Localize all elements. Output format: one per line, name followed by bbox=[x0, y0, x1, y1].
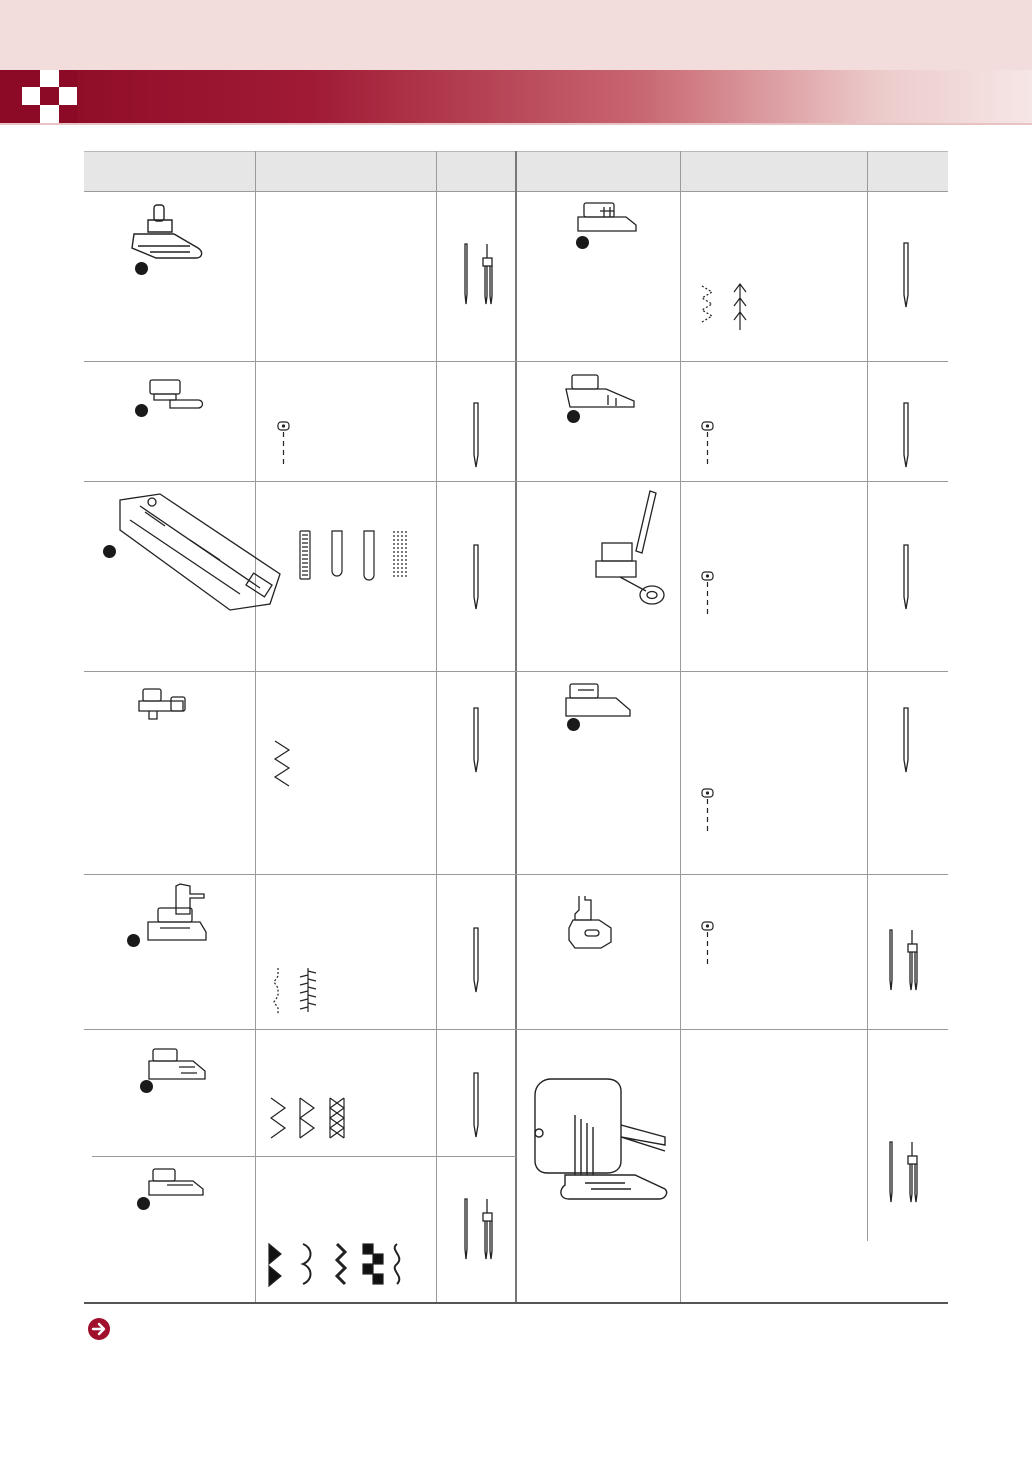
header-cell-application-2 bbox=[681, 151, 867, 192]
walking-foot-icon bbox=[525, 1075, 675, 1215]
row-divider bbox=[84, 1029, 948, 1030]
edge-stitch-icon bbox=[272, 965, 320, 1015]
needle-icon bbox=[898, 400, 914, 470]
zipper-foot-icon bbox=[140, 375, 210, 420]
header-cell-foot bbox=[84, 151, 255, 192]
column-divider bbox=[867, 151, 868, 1241]
side-cutter-foot-icon bbox=[140, 880, 220, 950]
snap-on-marker bbox=[567, 410, 580, 423]
snap-on-marker bbox=[103, 545, 116, 558]
header-cell-needle-2 bbox=[868, 151, 948, 192]
cording-foot-icon bbox=[135, 685, 195, 725]
row-divider bbox=[84, 361, 948, 362]
snap-on-marker bbox=[127, 934, 140, 947]
snap-on-marker bbox=[140, 1080, 153, 1093]
row-divider bbox=[84, 671, 948, 672]
needle-icon bbox=[468, 925, 484, 995]
needle-icon bbox=[468, 542, 484, 612]
snap-on-marker bbox=[137, 1197, 150, 1210]
title-underline bbox=[0, 123, 1032, 125]
twin-needle-icon bbox=[457, 240, 497, 308]
column-divider bbox=[255, 151, 256, 1303]
center-divider bbox=[515, 151, 517, 1303]
straight-stitch-icon bbox=[700, 787, 716, 837]
twin-needle-icon bbox=[457, 1195, 497, 1263]
row-divider bbox=[84, 481, 948, 482]
right-arrow-circle-icon bbox=[87, 1317, 111, 1341]
decorative-shapes-stitches-icon bbox=[265, 1240, 410, 1288]
buttonhole-foot-icon bbox=[100, 490, 290, 615]
needle-icon bbox=[898, 705, 914, 775]
header-cell-needle bbox=[437, 151, 515, 192]
overcast-stitch-icon bbox=[698, 282, 758, 334]
zigzag-foot-icon bbox=[120, 200, 210, 275]
buttonhole-stitches-icon bbox=[298, 527, 413, 583]
twin-needle-icon bbox=[882, 1138, 922, 1206]
checker-square-icon bbox=[0, 70, 78, 123]
button-sewing-foot-icon bbox=[590, 487, 675, 612]
satin-stitch-foot-icon bbox=[145, 1045, 210, 1087]
column-divider bbox=[680, 151, 681, 1303]
straight-stitch-icon bbox=[700, 920, 716, 970]
needle-icon bbox=[898, 542, 914, 612]
snap-on-marker bbox=[135, 262, 148, 275]
snap-on-marker bbox=[576, 236, 589, 249]
twin-needle-icon bbox=[882, 926, 922, 994]
snap-on-marker bbox=[135, 404, 148, 417]
page-top-band bbox=[0, 0, 1032, 70]
open-toe-foot-icon bbox=[145, 1165, 210, 1205]
needle-icon bbox=[898, 240, 914, 310]
row-divider bbox=[84, 874, 948, 875]
zigzag-stitch-icon bbox=[272, 738, 292, 788]
straight-stitch-icon bbox=[276, 420, 292, 470]
header-cell-application bbox=[256, 151, 436, 192]
column-divider bbox=[436, 151, 437, 1303]
needle-icon bbox=[468, 1070, 484, 1140]
needle-icon bbox=[468, 705, 484, 775]
header-cell-foot-2 bbox=[517, 151, 680, 192]
decorative-zigzag-stitches-icon bbox=[268, 1095, 350, 1140]
straight-stitch-icon bbox=[700, 570, 716, 620]
straight-stitch-icon bbox=[700, 420, 716, 470]
row-divider bbox=[92, 1156, 516, 1157]
section-title-bar bbox=[0, 70, 1032, 123]
needle-icon bbox=[468, 400, 484, 470]
darning-foot-icon bbox=[565, 892, 620, 952]
table-bottom-rule bbox=[84, 1302, 948, 1304]
snap-on-marker bbox=[567, 718, 580, 731]
